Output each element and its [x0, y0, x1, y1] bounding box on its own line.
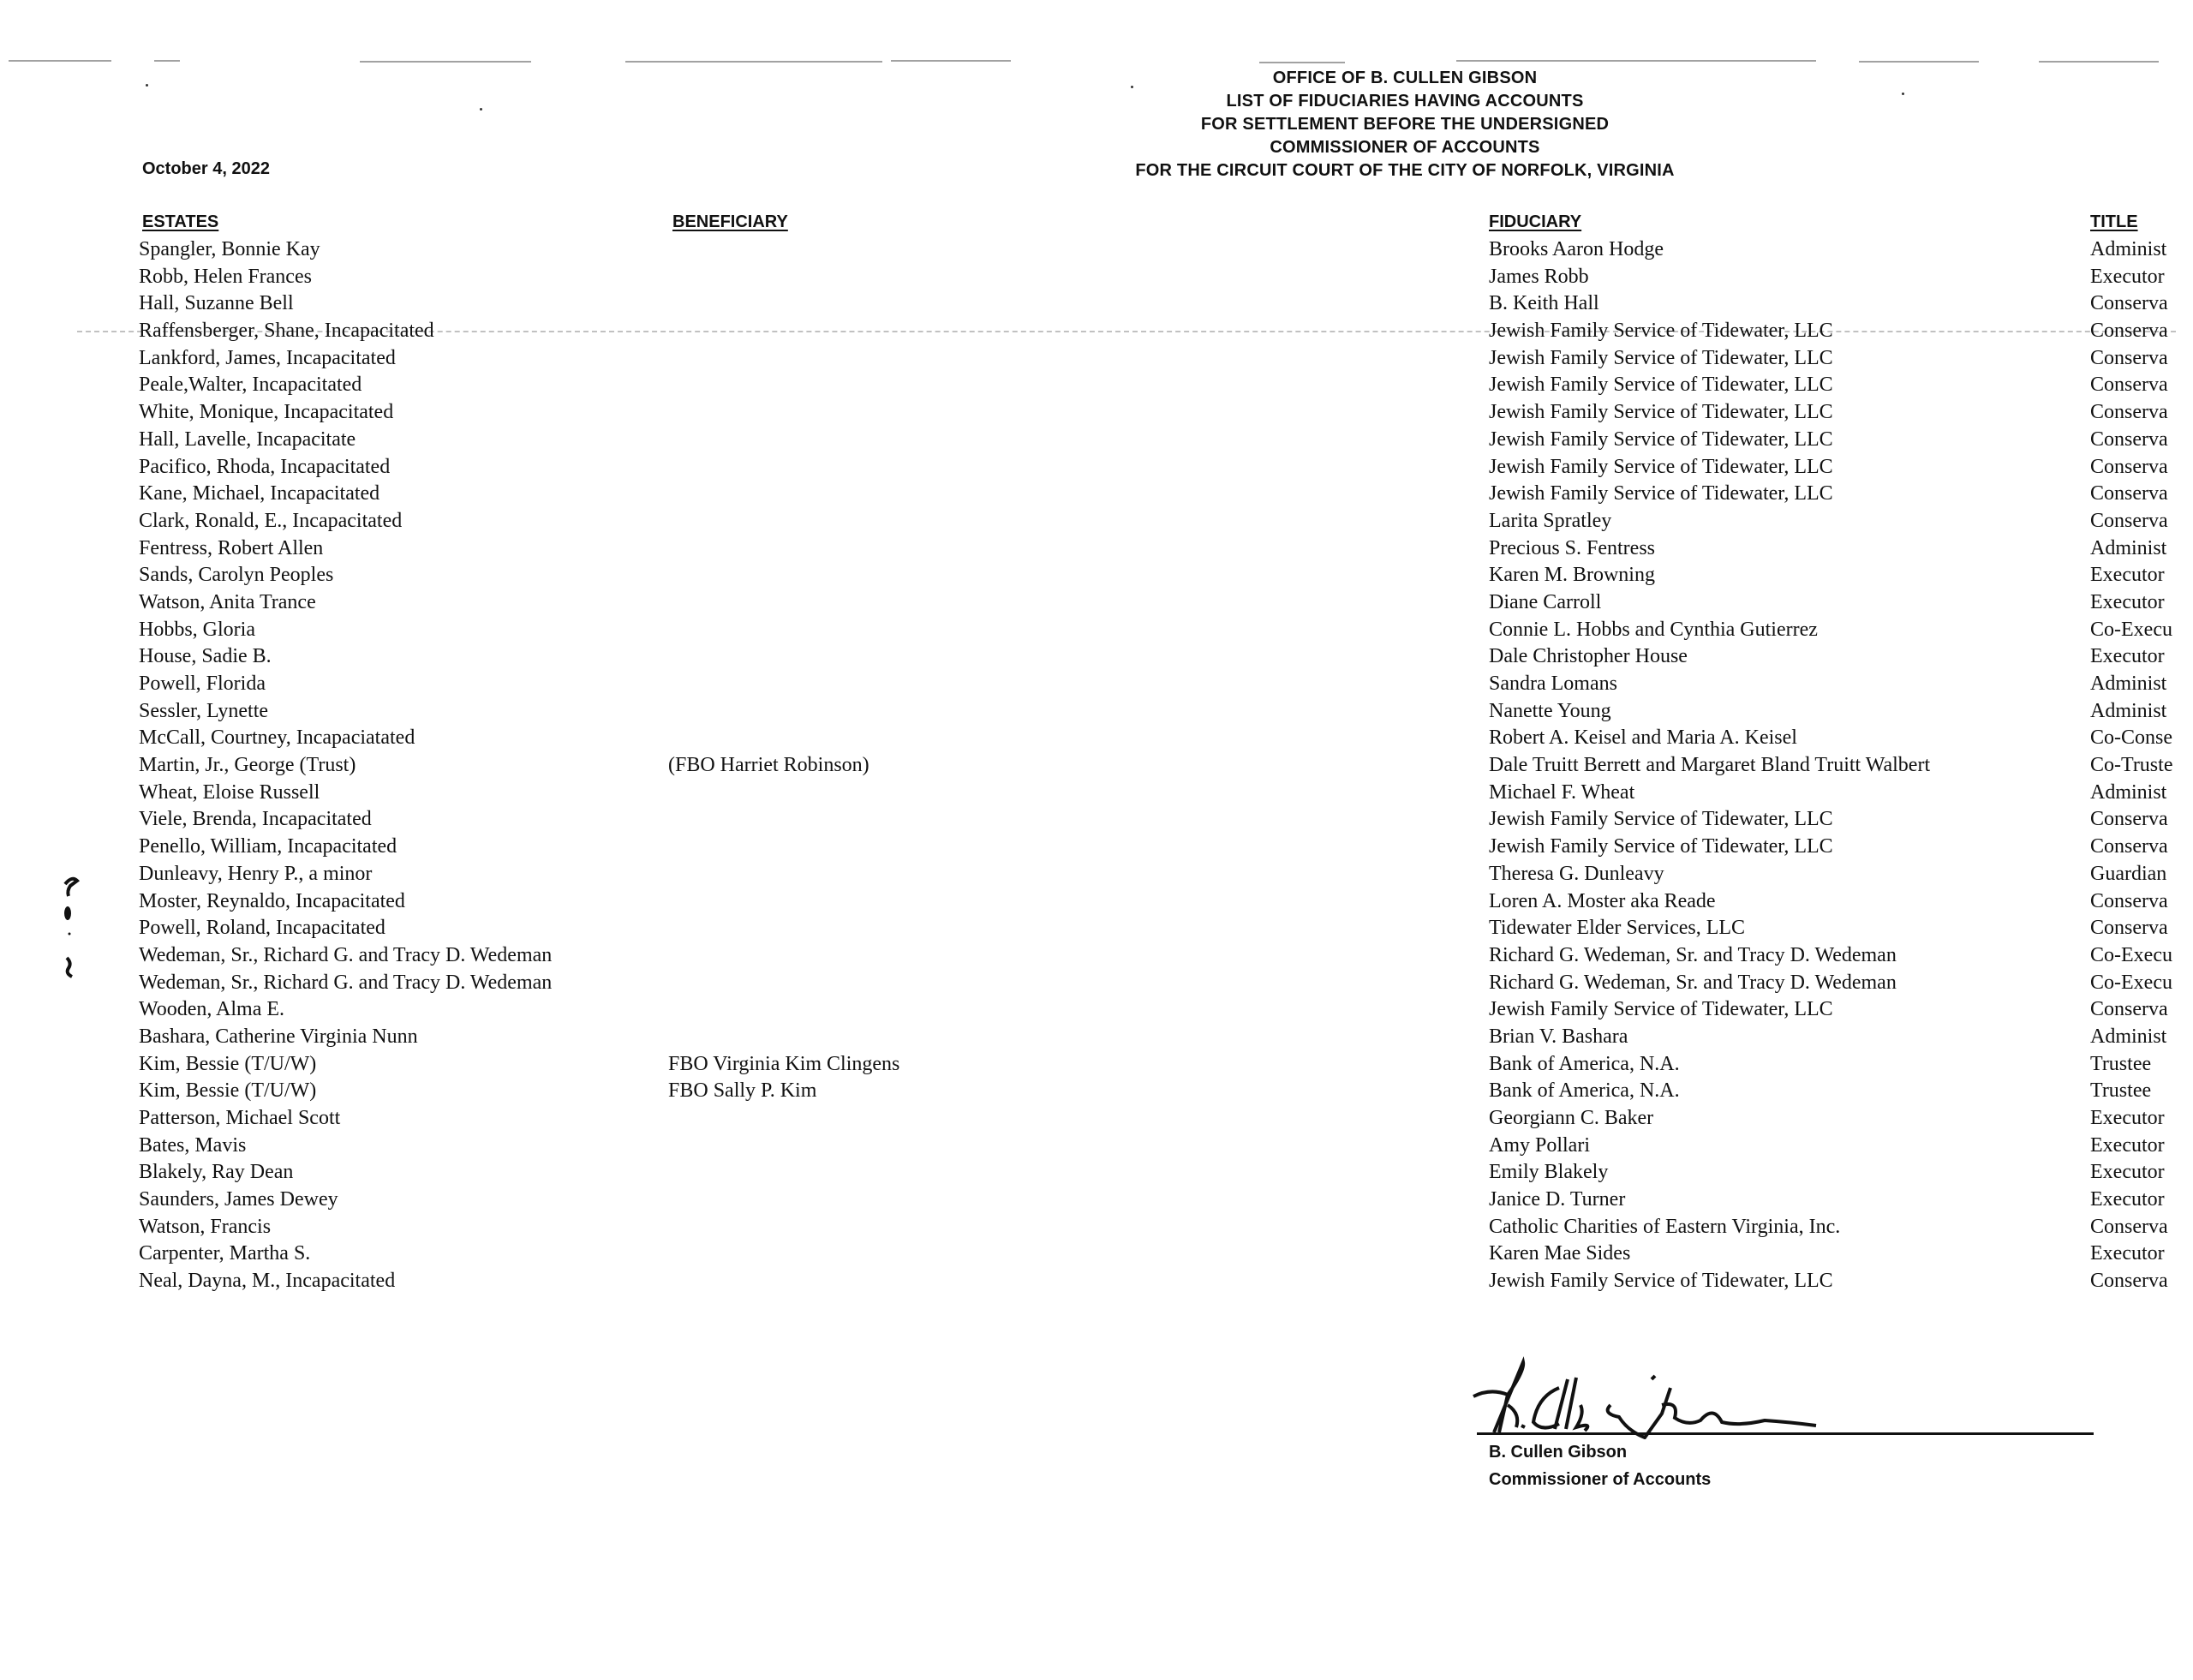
estate-cell: Wedeman, Sr., Richard G. and Tracy D. Wedeman	[139, 943, 553, 966]
estate-cell: Hobbs, Gloria	[139, 618, 255, 641]
margin-mark-icon	[60, 874, 94, 985]
fiduciary-cell: Connie L. Hobbs and Cynthia Gutierrez	[1489, 618, 1818, 641]
fiduciary-cell: Jewish Family Service of Tidewater, LLC	[1489, 808, 1833, 831]
beneficiary-cell: FBO Virginia Kim Clingens	[668, 1052, 900, 1075]
fiduciary-cell: Jewish Family Service of Tidewater, LLC	[1489, 346, 1833, 369]
table-row	[0, 454, 2193, 481]
table-row	[0, 1051, 2193, 1079]
table-row	[0, 970, 2193, 997]
estate-cell: Blakely, Ray Dean	[139, 1161, 294, 1184]
table-row	[0, 589, 2193, 617]
title-cell: Conserva	[2090, 374, 2168, 397]
table-row	[0, 1241, 2193, 1268]
estate-cell: Pacifico, Rhoda, Incapacitated	[139, 455, 391, 478]
header-court: FOR THE CIRCUIT COURT OF THE CITY OF NORFOLK, VIRGINIA	[1135, 161, 1675, 180]
table-row	[0, 617, 2193, 644]
estate-cell: House, Sadie B.	[139, 645, 272, 668]
title-cell: Trustee	[2090, 1052, 2152, 1075]
title-cell: Trustee	[2090, 1079, 2152, 1103]
fiduciary-cell: Larita Spratley	[1489, 509, 1612, 532]
title-cell: Conserva	[2090, 889, 2168, 912]
estate-cell: Kane, Michael, Incapacitated	[139, 482, 380, 505]
title-cell: Conserva	[2090, 509, 2168, 532]
fiduciary-cell: James Robb	[1489, 265, 1589, 288]
table-row	[0, 643, 2193, 671]
document-date: October 4, 2022	[142, 159, 270, 178]
header-list-title: LIST OF FIDUCIARIES HAVING ACCOUNTS	[1226, 92, 1584, 111]
table-row	[0, 780, 2193, 807]
title-cell: Guardian	[2090, 862, 2167, 885]
estate-cell: Peale,Walter, Incapacitated	[139, 374, 362, 397]
fiduciary-cell: Emily Blakely	[1489, 1161, 1609, 1184]
fiduciary-cell: Catholic Charities of Eastern Virginia, Inc.	[1489, 1215, 1841, 1238]
fiduciary-cell: Sandra Lomans	[1489, 673, 1617, 695]
scan-artifact	[1456, 60, 1816, 62]
table-row	[0, 1133, 2193, 1160]
estate-cell: Martin, Jr., George (Trust)	[139, 754, 356, 777]
title-cell: Co-Execu	[2090, 943, 2172, 966]
scan-speck	[480, 108, 482, 111]
table-row	[0, 698, 2193, 726]
title-cell: Conserva	[2090, 1270, 2168, 1293]
table-row	[0, 1159, 2193, 1187]
signatory-role: Commissioner of Accounts	[1489, 1470, 1712, 1489]
title-cell: Co-Execu	[2090, 618, 2172, 641]
estate-cell: Saunders, James Dewey	[139, 1188, 338, 1211]
scan-artifact	[2039, 61, 2159, 63]
title-cell: Conserva	[2090, 292, 2168, 315]
column-header-fiduciary: FIDUCIARY	[1489, 212, 1582, 231]
beneficiary-cell: FBO Sally P. Kim	[668, 1079, 817, 1103]
title-cell: Co-Execu	[2090, 971, 2172, 994]
estate-cell: Powell, Roland, Incapacitated	[139, 917, 385, 940]
table-row	[0, 861, 2193, 888]
table-row	[0, 508, 2193, 535]
header-commissioner: COMMISSIONER OF ACCOUNTS	[1270, 138, 1540, 157]
fiduciary-cell: Robert A. Keisel and Maria A. Keisel	[1489, 726, 1797, 750]
estate-cell: Wheat, Eloise Russell	[139, 780, 320, 804]
handwritten-signature-icon	[1456, 1354, 2107, 1439]
estate-cell: Wedeman, Sr., Richard G. and Tracy D. Wedeman	[139, 971, 553, 994]
fiduciary-cell: Richard G. Wedeman, Sr. and Tracy D. Wedeman	[1489, 943, 1897, 966]
estate-cell: Hall, Lavelle, Incapacitate	[139, 427, 356, 451]
fiduciary-cell: Nanette Young	[1489, 699, 1611, 722]
title-cell: Administ	[2090, 536, 2167, 559]
title-cell: Administ	[2090, 780, 2167, 804]
table-row	[0, 996, 2193, 1024]
table-row	[0, 345, 2193, 373]
estate-cell: Dunleavy, Henry P., a minor	[139, 862, 373, 885]
document-header	[1062, 67, 1748, 182]
estate-cell: Moster, Reynaldo, Incapacitated	[139, 889, 405, 912]
scan-artifact	[625, 61, 882, 63]
column-header-beneficiary: BENEFICIARY	[672, 212, 788, 231]
title-cell: Executor	[2090, 1242, 2165, 1265]
estate-cell: Kim, Bessie (T/U/W)	[139, 1052, 317, 1075]
fiduciary-cell: Jewish Family Service of Tidewater, LLC	[1489, 320, 1833, 343]
scan-artifact	[154, 60, 180, 62]
title-cell: Conserva	[2090, 808, 2168, 831]
title-cell: Conserva	[2090, 835, 2168, 858]
scan-artifact	[9, 60, 111, 62]
fiduciary-cell: Jewish Family Service of Tidewater, LLC	[1489, 1270, 1833, 1293]
title-cell: Administ	[2090, 673, 2167, 695]
fiduciary-cell: Amy Pollari	[1489, 1133, 1590, 1157]
table-row	[0, 752, 2193, 780]
fiduciary-cell: Dale Christopher House	[1489, 645, 1688, 668]
table-row	[0, 834, 2193, 861]
table-row	[0, 888, 2193, 916]
title-cell: Conserva	[2090, 320, 2168, 343]
fiduciary-cell: Jewish Family Service of Tidewater, LLC	[1489, 835, 1833, 858]
signature-block	[1456, 1354, 2107, 1489]
fiduciary-cell: Jewish Family Service of Tidewater, LLC	[1489, 998, 1833, 1021]
table-row	[0, 236, 2193, 264]
fiduciary-cell: Brooks Aaron Hodge	[1489, 238, 1664, 260]
scan-artifact	[1259, 62, 1345, 63]
estate-cell: Clark, Ronald, E., Incapacitated	[139, 509, 403, 532]
estate-cell: Neal, Dayna, M., Incapacitated	[139, 1270, 396, 1293]
fiduciary-cell: Tidewater Elder Services, LLC	[1489, 917, 1746, 940]
fiduciary-cell: Karen M. Browning	[1489, 564, 1655, 587]
title-cell: Executor	[2090, 1107, 2165, 1129]
estate-cell: Patterson, Michael Scott	[139, 1107, 341, 1129]
fiduciary-cell: B. Keith Hall	[1489, 292, 1599, 315]
title-cell: Conserva	[2090, 1215, 2168, 1238]
table-row	[0, 264, 2193, 291]
estate-cell: Bashara, Catherine Virginia Nunn	[139, 1025, 418, 1048]
title-cell: Conserva	[2090, 917, 2168, 940]
title-cell: Administ	[2090, 699, 2167, 722]
estate-cell: White, Monique, Incapacitated	[139, 401, 394, 424]
title-cell: Executor	[2090, 590, 2165, 613]
fiduciary-cell: Bank of America, N.A.	[1489, 1052, 1680, 1075]
table-row	[0, 535, 2193, 563]
estate-cell: Watson, Francis	[139, 1215, 272, 1238]
scan-speck	[1902, 93, 1904, 95]
fiduciary-table	[0, 236, 2193, 1295]
table-row	[0, 1214, 2193, 1241]
table-row	[0, 1105, 2193, 1133]
table-row	[0, 1078, 2193, 1105]
header-office: OFFICE OF B. CULLEN GIBSON	[1272, 69, 1538, 87]
title-cell: Executor	[2090, 265, 2165, 288]
title-cell: Executor	[2090, 1161, 2165, 1184]
fiduciary-cell: Precious S. Fentress	[1489, 536, 1655, 559]
beneficiary-cell: (FBO Harriet Robinson)	[668, 754, 869, 777]
title-cell: Administ	[2090, 238, 2167, 260]
fiduciary-cell: Loren A. Moster aka Reade	[1489, 889, 1716, 912]
fiduciary-cell: Michael F. Wheat	[1489, 780, 1635, 804]
table-row	[0, 915, 2193, 942]
table-row	[0, 562, 2193, 589]
title-cell: Executor	[2090, 645, 2165, 668]
table-row	[0, 372, 2193, 399]
fiduciary-cell: Janice D. Turner	[1489, 1188, 1626, 1211]
estate-cell: Hall, Suzanne Bell	[139, 292, 294, 315]
fiduciary-cell: Diane Carroll	[1489, 590, 1602, 613]
title-cell: Conserva	[2090, 401, 2168, 424]
table-row	[0, 725, 2193, 752]
title-cell: Co-Truste	[2090, 754, 2173, 777]
table-row	[0, 1187, 2193, 1214]
scan-artifact	[1859, 61, 1979, 63]
estate-cell: McCall, Courtney, Incapaciatated	[139, 726, 415, 750]
fiduciary-cell: Georgiann C. Baker	[1489, 1107, 1654, 1129]
table-row	[0, 1268, 2193, 1295]
estate-cell: Viele, Brenda, Incapacitated	[139, 808, 372, 831]
table-row	[0, 290, 2193, 318]
column-header-title: TITLE	[2090, 212, 2138, 231]
estate-cell: Sands, Carolyn Peoples	[139, 564, 334, 587]
title-cell: Conserva	[2090, 998, 2168, 1021]
fiduciary-cell: Jewish Family Service of Tidewater, LLC	[1489, 455, 1833, 478]
estate-cell: Bates, Mavis	[139, 1133, 247, 1157]
title-cell: Conserva	[2090, 455, 2168, 478]
title-cell: Conserva	[2090, 427, 2168, 451]
table-row	[0, 481, 2193, 508]
table-row	[0, 806, 2193, 834]
column-header-estates: ESTATES	[142, 212, 219, 231]
header-settlement: FOR SETTLEMENT BEFORE THE UNDERSIGNED	[1200, 115, 1610, 134]
estate-cell: Sessler, Lynette	[139, 699, 269, 722]
scan-artifact	[360, 61, 531, 63]
fiduciary-cell: Jewish Family Service of Tidewater, LLC	[1489, 427, 1833, 451]
title-cell: Co-Conse	[2090, 726, 2172, 750]
estate-cell: Wooden, Alma E.	[139, 998, 285, 1021]
title-cell: Conserva	[2090, 482, 2168, 505]
fiduciary-cell: Theresa G. Dunleavy	[1489, 862, 1664, 885]
fiduciary-cell: Jewish Family Service of Tidewater, LLC	[1489, 374, 1833, 397]
estate-cell: Raffensberger, Shane, Incapacitated	[139, 320, 434, 343]
estate-cell: Watson, Anita Trance	[139, 590, 316, 613]
title-cell: Executor	[2090, 564, 2165, 587]
table-row	[0, 942, 2193, 970]
table-row	[0, 427, 2193, 454]
fiduciary-cell: Karen Mae Sides	[1489, 1242, 1631, 1265]
fiduciary-cell: Dale Truitt Berrett and Margaret Bland Truitt Walbert	[1489, 754, 1931, 777]
fiduciary-cell: Richard G. Wedeman, Sr. and Tracy D. Wedeman	[1489, 971, 1897, 994]
title-cell: Executor	[2090, 1133, 2165, 1157]
scan-speck	[146, 84, 148, 87]
table-row	[0, 399, 2193, 427]
fiduciary-cell: Jewish Family Service of Tidewater, LLC	[1489, 401, 1833, 424]
estate-cell: Penello, William, Incapacitated	[139, 835, 397, 858]
fiduciary-cell: Brian V. Bashara	[1489, 1025, 1628, 1048]
title-cell: Executor	[2090, 1188, 2165, 1211]
title-cell: Conserva	[2090, 346, 2168, 369]
table-row	[0, 318, 2193, 345]
scan-artifact	[891, 60, 1011, 62]
title-cell: Administ	[2090, 1025, 2167, 1048]
estate-cell: Carpenter, Martha S.	[139, 1242, 311, 1265]
table-row	[0, 1024, 2193, 1051]
fiduciary-cell: Jewish Family Service of Tidewater, LLC	[1489, 482, 1833, 505]
fiduciary-cell: Bank of America, N.A.	[1489, 1079, 1680, 1103]
estate-cell: Kim, Bessie (T/U/W)	[139, 1079, 317, 1103]
estate-cell: Lankford, James, Incapacitated	[139, 346, 396, 369]
estate-cell: Powell, Florida	[139, 673, 266, 695]
estate-cell: Fentress, Robert Allen	[139, 536, 324, 559]
estate-cell: Spangler, Bonnie Kay	[139, 238, 320, 260]
signature-line	[1477, 1432, 2094, 1435]
table-row	[0, 671, 2193, 698]
estate-cell: Robb, Helen Frances	[139, 265, 312, 288]
signatory-name: B. Cullen Gibson	[1489, 1443, 1628, 1462]
